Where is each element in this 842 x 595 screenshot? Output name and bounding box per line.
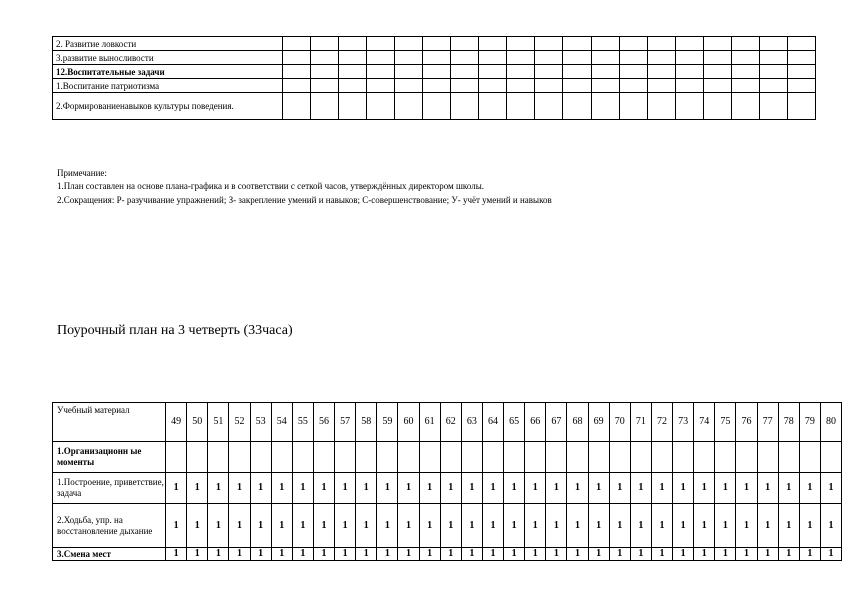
lesson-cell-value: 1 — [736, 504, 757, 548]
lesson-number: 72 — [651, 403, 672, 442]
top-empty-cell — [535, 93, 563, 120]
lesson-cell-value: 1 — [208, 548, 229, 561]
lesson-cell-value: 1 — [377, 504, 398, 548]
top-empty-cell — [647, 93, 675, 120]
lesson-cell-value — [335, 442, 356, 473]
top-empty-cell — [647, 79, 675, 93]
lesson-cell-value: 1 — [440, 504, 461, 548]
lesson-cell-value: 1 — [271, 473, 292, 504]
lesson-cell-value: 1 — [567, 504, 588, 548]
lesson-cell-value — [504, 442, 525, 473]
lesson-cell-value: 1 — [187, 504, 208, 548]
top-row-label: 3.развитие выносливости — [53, 51, 283, 65]
top-empty-cell — [563, 65, 591, 79]
lesson-cell-value — [377, 442, 398, 473]
lesson-cell-value — [757, 442, 778, 473]
lesson-number: 49 — [166, 403, 187, 442]
lesson-number: 71 — [630, 403, 651, 442]
top-row-label: 12.Воспитательные задачи — [53, 65, 283, 79]
lesson-number: 70 — [609, 403, 630, 442]
lesson-cell-value: 1 — [356, 473, 377, 504]
lesson-cell-value: 1 — [757, 473, 778, 504]
top-empty-cell — [675, 93, 703, 120]
lesson-row — [53, 442, 842, 473]
lesson-header-row — [53, 403, 842, 442]
top-empty-cell — [395, 51, 423, 65]
lesson-cell-value: 1 — [546, 504, 567, 548]
top-empty-cell — [283, 93, 311, 120]
top-empty-cell — [591, 93, 619, 120]
top-empty-cell — [647, 65, 675, 79]
lesson-cell-value: 1 — [504, 548, 525, 561]
note-line-2: 2.Сокращения: Р- разучивание упражнений; З- закрепление умений и навыков; С-совершенствование; У- учёт умений и навыков — [57, 195, 552, 205]
lesson-row — [53, 473, 842, 504]
lesson-cell-value: 1 — [504, 473, 525, 504]
lesson-number: 73 — [673, 403, 694, 442]
lesson-cell-value: 1 — [715, 548, 736, 561]
lesson-cell-value: 1 — [482, 548, 503, 561]
lesson-number: 80 — [820, 403, 841, 442]
lesson-cell-value — [482, 442, 503, 473]
top-empty-cell — [731, 79, 759, 93]
top-empty-cell — [367, 37, 395, 51]
top-table-row — [53, 93, 816, 120]
lesson-cell-value — [440, 442, 461, 473]
top-empty-cell — [759, 79, 787, 93]
lesson-number: 59 — [377, 403, 398, 442]
lesson-cell-value: 1 — [736, 548, 757, 561]
lesson-number: 55 — [292, 403, 313, 442]
top-empty-cell — [395, 93, 423, 120]
lesson-number: 53 — [250, 403, 271, 442]
lesson-cell-value: 1 — [461, 548, 482, 561]
lesson-cell-value: 1 — [609, 504, 630, 548]
top-empty-cell — [311, 51, 339, 65]
top-table — [52, 36, 816, 120]
top-empty-cell — [563, 93, 591, 120]
note-title: Примечание: — [57, 168, 107, 178]
lesson-cell-value: 1 — [398, 504, 419, 548]
top-empty-cell — [731, 51, 759, 65]
top-empty-cell — [367, 93, 395, 120]
lesson-cell-value: 1 — [398, 548, 419, 561]
top-empty-cell — [423, 79, 451, 93]
lesson-cell-value: 1 — [419, 504, 440, 548]
note-line-1: 1.План составлен на основе плана-графика и в соответствии с сеткой часов, утверждённых директором школы. — [57, 181, 484, 191]
top-empty-cell — [675, 79, 703, 93]
lesson-cell-value: 1 — [166, 548, 187, 561]
lesson-cell-value: 1 — [166, 504, 187, 548]
lesson-cell-value — [461, 442, 482, 473]
lesson-cell-value: 1 — [673, 504, 694, 548]
lesson-number: 64 — [482, 403, 503, 442]
lesson-number: 78 — [778, 403, 799, 442]
top-empty-cell — [423, 93, 451, 120]
lesson-table — [52, 402, 842, 561]
lesson-cell-value: 1 — [419, 473, 440, 504]
lesson-number: 75 — [715, 403, 736, 442]
lesson-cell-value: 1 — [313, 548, 334, 561]
lesson-cell-value — [736, 442, 757, 473]
lesson-cell-value: 1 — [715, 504, 736, 548]
top-row-label: 2.Формированиенавыков культуры поведения. — [53, 93, 283, 120]
lesson-number: 50 — [187, 403, 208, 442]
top-empty-cell — [619, 37, 647, 51]
lesson-cell-value — [694, 442, 715, 473]
lesson-cell-value: 1 — [694, 473, 715, 504]
lesson-cell-value — [546, 442, 567, 473]
lesson-cell-value: 1 — [588, 473, 609, 504]
top-row-label: 1.Воспитание патриотизма — [53, 79, 283, 93]
top-empty-cell — [619, 93, 647, 120]
lesson-cell-value: 1 — [757, 548, 778, 561]
lesson-number: 76 — [736, 403, 757, 442]
lesson-cell-value: 1 — [356, 548, 377, 561]
lesson-cell-value: 1 — [208, 504, 229, 548]
lesson-cell-value — [609, 442, 630, 473]
lesson-number: 60 — [398, 403, 419, 442]
top-empty-cell — [759, 37, 787, 51]
lesson-cell-value — [208, 442, 229, 473]
lesson-cell-value — [187, 442, 208, 473]
lesson-cell-value: 1 — [588, 504, 609, 548]
top-empty-cell — [507, 65, 535, 79]
lesson-cell-value: 1 — [398, 473, 419, 504]
top-empty-cell — [759, 93, 787, 120]
top-empty-cell — [759, 51, 787, 65]
lesson-cell-value: 1 — [419, 548, 440, 561]
lesson-row-label: 1.Построение, приветствие, задача — [53, 473, 166, 504]
top-table-row — [53, 65, 816, 79]
lesson-cell-value: 1 — [229, 473, 250, 504]
lesson-cell-value: 1 — [630, 548, 651, 561]
lesson-cell-value: 1 — [482, 504, 503, 548]
lesson-cell-value — [166, 442, 187, 473]
lesson-cell-value: 1 — [651, 548, 672, 561]
top-empty-cell — [647, 37, 675, 51]
lesson-number: 79 — [799, 403, 820, 442]
lesson-cell-value: 1 — [651, 504, 672, 548]
lesson-cell-value: 1 — [313, 473, 334, 504]
top-empty-cell — [451, 65, 479, 79]
top-empty-cell — [451, 37, 479, 51]
top-empty-cell — [479, 37, 507, 51]
lesson-cell-value: 1 — [250, 473, 271, 504]
lesson-cell-value: 1 — [525, 548, 546, 561]
lesson-cell-value: 1 — [525, 473, 546, 504]
plan-heading: Поурочный план на 3 четверть (33часа) — [57, 323, 293, 338]
lesson-cell-value: 1 — [166, 473, 187, 504]
top-empty-cell — [423, 37, 451, 51]
top-empty-cell — [787, 65, 815, 79]
lesson-cell-value: 1 — [799, 473, 820, 504]
lesson-number: 57 — [335, 403, 356, 442]
lesson-cell-value — [799, 442, 820, 473]
top-empty-cell — [395, 65, 423, 79]
lesson-cell-value: 1 — [799, 504, 820, 548]
top-empty-cell — [311, 65, 339, 79]
lesson-cell-value: 1 — [250, 548, 271, 561]
lesson-cell-value: 1 — [546, 548, 567, 561]
top-empty-cell — [675, 37, 703, 51]
top-empty-cell — [479, 51, 507, 65]
lesson-number: 58 — [356, 403, 377, 442]
top-empty-cell — [367, 65, 395, 79]
top-empty-cell — [787, 37, 815, 51]
lesson-cell-value: 1 — [229, 504, 250, 548]
lesson-cell-value: 1 — [736, 473, 757, 504]
top-empty-cell — [787, 93, 815, 120]
lesson-number: 51 — [208, 403, 229, 442]
lesson-number: 77 — [757, 403, 778, 442]
top-empty-cell — [283, 65, 311, 79]
top-empty-cell — [703, 51, 731, 65]
top-empty-cell — [423, 65, 451, 79]
lesson-cell-value: 1 — [715, 473, 736, 504]
top-empty-cell — [787, 51, 815, 65]
lesson-cell-value: 1 — [271, 548, 292, 561]
lesson-cell-value: 1 — [187, 473, 208, 504]
top-empty-cell — [563, 79, 591, 93]
top-empty-cell — [619, 51, 647, 65]
lesson-number: 69 — [588, 403, 609, 442]
lesson-cell-value — [271, 442, 292, 473]
lesson-cell-value: 1 — [778, 548, 799, 561]
top-empty-cell — [339, 65, 367, 79]
top-empty-cell — [311, 93, 339, 120]
lesson-row-label: 1.Организационн ые моменты — [53, 442, 166, 473]
lesson-cell-value — [250, 442, 271, 473]
top-empty-cell — [479, 79, 507, 93]
top-empty-cell — [311, 37, 339, 51]
lesson-cell-value — [398, 442, 419, 473]
top-empty-cell — [339, 79, 367, 93]
lesson-cell-value: 1 — [250, 504, 271, 548]
lesson-cell-value: 1 — [187, 548, 208, 561]
lesson-cell-value — [292, 442, 313, 473]
top-empty-cell — [591, 65, 619, 79]
lesson-number: 52 — [229, 403, 250, 442]
lesson-number: 62 — [440, 403, 461, 442]
lesson-number: 74 — [694, 403, 715, 442]
lesson-cell-value: 1 — [461, 504, 482, 548]
top-empty-cell — [619, 79, 647, 93]
lesson-cell-value: 1 — [482, 473, 503, 504]
top-empty-cell — [731, 37, 759, 51]
top-empty-cell — [367, 51, 395, 65]
lesson-cell-value: 1 — [440, 548, 461, 561]
lesson-cell-value: 1 — [525, 504, 546, 548]
top-empty-cell — [675, 51, 703, 65]
lesson-number: 54 — [271, 403, 292, 442]
lesson-cell-value: 1 — [377, 548, 398, 561]
lesson-number: 65 — [504, 403, 525, 442]
lesson-cell-value: 1 — [799, 548, 820, 561]
lesson-row — [53, 548, 842, 561]
lesson-cell-value — [229, 442, 250, 473]
top-empty-cell — [703, 79, 731, 93]
lesson-number: 66 — [525, 403, 546, 442]
lesson-cell-value — [778, 442, 799, 473]
top-empty-cell — [675, 65, 703, 79]
lesson-cell-value — [715, 442, 736, 473]
lesson-cell-value: 1 — [651, 473, 672, 504]
top-table-row — [53, 51, 816, 65]
top-empty-cell — [451, 51, 479, 65]
lesson-cell-value — [630, 442, 651, 473]
lesson-cell-value — [525, 442, 546, 473]
lesson-number: 56 — [313, 403, 334, 442]
lesson-cell-value: 1 — [694, 504, 715, 548]
top-empty-cell — [787, 79, 815, 93]
top-empty-cell — [535, 37, 563, 51]
top-empty-cell — [395, 37, 423, 51]
top-empty-cell — [395, 79, 423, 93]
lesson-number: 63 — [461, 403, 482, 442]
lesson-cell-value — [567, 442, 588, 473]
top-empty-cell — [283, 79, 311, 93]
lesson-cell-value: 1 — [292, 473, 313, 504]
lesson-row-label: 3.Смена мест — [53, 548, 166, 561]
top-empty-cell — [759, 65, 787, 79]
top-table-row — [53, 37, 816, 51]
lesson-cell-value: 1 — [335, 473, 356, 504]
top-empty-cell — [283, 51, 311, 65]
lesson-cell-value: 1 — [630, 473, 651, 504]
top-empty-cell — [647, 51, 675, 65]
lesson-number: 61 — [419, 403, 440, 442]
top-empty-cell — [591, 37, 619, 51]
lesson-cell-value: 1 — [335, 548, 356, 561]
lesson-cell-value — [313, 442, 334, 473]
top-empty-cell — [479, 93, 507, 120]
lesson-cell-value: 1 — [440, 473, 461, 504]
top-empty-cell — [731, 93, 759, 120]
lesson-number: 68 — [567, 403, 588, 442]
top-empty-cell — [283, 37, 311, 51]
lesson-row-label: 2.Ходьба, упр. на восстановление дыхание — [53, 504, 166, 548]
lesson-cell-value: 1 — [292, 504, 313, 548]
top-empty-cell — [479, 65, 507, 79]
top-empty-cell — [507, 51, 535, 65]
top-empty-cell — [451, 93, 479, 120]
top-empty-cell — [339, 51, 367, 65]
lesson-cell-value: 1 — [820, 548, 841, 561]
top-empty-cell — [591, 51, 619, 65]
lesson-cell-value: 1 — [673, 548, 694, 561]
top-table-row — [53, 79, 816, 93]
top-empty-cell — [703, 93, 731, 120]
top-empty-cell — [563, 51, 591, 65]
top-empty-cell — [591, 79, 619, 93]
top-empty-cell — [339, 93, 367, 120]
top-empty-cell — [563, 37, 591, 51]
lesson-cell-value: 1 — [820, 473, 841, 504]
lesson-cell-value: 1 — [208, 473, 229, 504]
lesson-cell-value — [651, 442, 672, 473]
lesson-cell-value: 1 — [567, 473, 588, 504]
lesson-cell-value — [419, 442, 440, 473]
top-row-label: 2. Развитие ловкости — [53, 37, 283, 51]
lesson-cell-value: 1 — [609, 548, 630, 561]
top-empty-cell — [507, 37, 535, 51]
lesson-cell-value — [820, 442, 841, 473]
top-empty-cell — [507, 93, 535, 120]
lesson-cell-value: 1 — [673, 473, 694, 504]
lesson-cell-value — [588, 442, 609, 473]
lesson-cell-value: 1 — [504, 504, 525, 548]
lesson-cell-value — [356, 442, 377, 473]
lesson-cell-value: 1 — [588, 548, 609, 561]
top-empty-cell — [311, 79, 339, 93]
lesson-cell-value: 1 — [630, 504, 651, 548]
lesson-cell-value: 1 — [461, 473, 482, 504]
top-empty-cell — [731, 65, 759, 79]
top-empty-cell — [535, 51, 563, 65]
top-empty-cell — [339, 37, 367, 51]
lesson-number: 67 — [546, 403, 567, 442]
lesson-cell-value: 1 — [609, 473, 630, 504]
lesson-cell-value: 1 — [292, 548, 313, 561]
top-empty-cell — [535, 79, 563, 93]
lesson-row — [53, 504, 842, 548]
lesson-cell-value: 1 — [757, 504, 778, 548]
header-label: Учебный материал — [53, 403, 166, 442]
lesson-cell-value: 1 — [335, 504, 356, 548]
lesson-cell-value: 1 — [694, 548, 715, 561]
lesson-cell-value: 1 — [567, 548, 588, 561]
lesson-cell-value — [673, 442, 694, 473]
lesson-cell-value: 1 — [271, 504, 292, 548]
lesson-cell-value: 1 — [377, 473, 398, 504]
lesson-cell-value: 1 — [778, 473, 799, 504]
top-empty-cell — [703, 37, 731, 51]
top-empty-cell — [703, 65, 731, 79]
top-empty-cell — [367, 79, 395, 93]
top-empty-cell — [423, 51, 451, 65]
top-empty-cell — [535, 65, 563, 79]
top-empty-cell — [619, 65, 647, 79]
top-empty-cell — [507, 79, 535, 93]
lesson-cell-value: 1 — [313, 504, 334, 548]
lesson-cell-value: 1 — [356, 504, 377, 548]
lesson-cell-value: 1 — [778, 504, 799, 548]
lesson-cell-value: 1 — [546, 473, 567, 504]
top-empty-cell — [451, 79, 479, 93]
lesson-cell-value: 1 — [229, 548, 250, 561]
lesson-cell-value: 1 — [820, 504, 841, 548]
